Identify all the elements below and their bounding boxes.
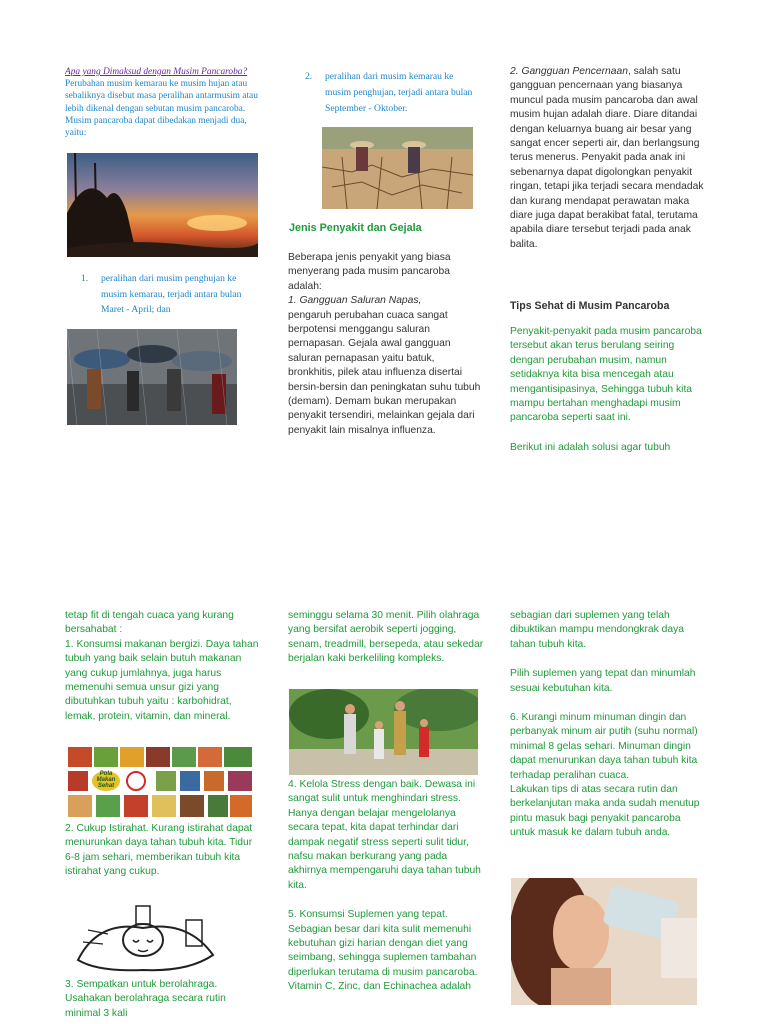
rest-text-block	[65, 822, 260, 880]
aerobic-text: seminggu selama 30 menit. Pilih olahraga yang bersifat aerobik seperti jogging, senam, treadmill, bersepeda, atau sekedar berjalan kaki berkeliling kompleks.	[288, 610, 484, 665]
bottom-col1-text	[65, 609, 260, 724]
sleep-text: 6-8 jam sehari, memberikan tubuh kita istirahat yang cukup.	[65, 851, 241, 878]
bottom-col2-top	[288, 609, 484, 667]
woman-drinking-photo	[511, 878, 697, 1005]
intro-block	[65, 66, 260, 139]
list-text-1: peralihan dari musim penghujan ke musim kemarau, terjadi antara bulan Maret - April; dan	[101, 273, 242, 315]
cold-drink-text: 6. Kurangi minum minuman dingin dan perbanyak minum air putih (suhu normal) minimal 8 gelas sehari. Minuman dingin dapat menurunkan daya tahan tubuh kita terhadap peralihan cuaca.	[510, 712, 698, 781]
healthy-food-collage	[66, 745, 254, 819]
bottom-col3-text	[510, 609, 706, 841]
disease-2-text: , salah satu gangguan pencernaan yang biasanya muncul pada musim pancaroba dan awal musim hujan adalah diare. Diare ditandai dengan keluarnya buang air besar yang sangat encer seperti air, dan berlangsung terus menerus. Penyakit pada anak ini sebenarnya dapat digolongkan penyakit ringan, tetapi jika terjadi secara mendadak dan kurang mendapat perawatan maka diare juga dapat berakibat fatal, terutama apabila diare tersebut terjadi pada anak balita.	[510, 66, 704, 250]
exercise-text: 3. Sempatkan untuk berolahraga. Usahakan berolahraga secara rutin minimal 3 kali	[65, 979, 226, 1019]
diseases-heading: Jenis Penyakit dan Gejala	[289, 222, 422, 234]
tips-block	[510, 325, 706, 455]
list-number-1: 1.	[81, 273, 89, 284]
tips-heading: Tips Sehat di Musim Pancaroba	[510, 300, 670, 312]
food-collage-label: Pola Makan Sehat	[96, 771, 116, 789]
sleeping-cartoon	[68, 900, 223, 976]
diseases-intro-text: Beberapa jenis penyakit yang biasa menyerang pada musim pancaroba adalah:	[288, 252, 451, 292]
disease-2-block	[510, 65, 706, 252]
diseases-intro	[288, 251, 484, 438]
sunset-photo	[67, 153, 258, 257]
disease-1-text: pengaruh perubahan cuaca sangat berpotensi menggangu saluran pernapasan. Gejala awal gangguan saluran pernapasan yaitu batuk, bronkhitis, pilek atau influenza disertai bersin-bersin dan peningkatan suhu tubuh (demam). Demam bukan merupakan penyakit tersendiri, melainkan gejala dari penyakit lain misalnya influenza.	[288, 309, 481, 436]
family-jogging-photo	[289, 689, 478, 775]
list-item-1	[81, 271, 259, 318]
supplement-text: 5. Konsumsi Suplemen yang tepat. Sebagian besar dari kita sulit memenuhi kebutuhan gizi harian dengan diet yang seimbang, sehingga suplemen tambahan diperlukan terutama di musim pancaroba. Vitamin C, Zinc, dan Echinachea adalah	[288, 909, 478, 993]
tips-text: Penyakit-penyakit pada musim pancaroba tersebut akan terus berulang seiring dengan perubahan musim, namun setidaknya kita bisa mencegah atau mengantisipasinya, Sehingga tubuh kita mampu bertahan menghadapi musim pancaroba seperti saat ini.	[510, 326, 702, 424]
conclusion-text: Lakukan tips di atas secara rutin dan berkelanjutan maka anda sudah menutup pintu masuk bagi penyakit pancaroba untuk masuk ke dalam tubuh anda.	[510, 784, 700, 839]
exercise-text-block	[65, 978, 260, 1021]
list-text-2: peralihan dari musim kemarau ke musim penghujan, terjadi antara bulan September - Oktober.	[325, 71, 473, 114]
list-number-2: 2.	[305, 71, 313, 82]
fit-text: tetap fit di tengah cuaca yang kurang bersahabat :	[65, 610, 234, 636]
nutrition-text: 1. Konsumsi makanan bergizi. Daya tahan tubuh yang baik selain butuh makanan yang cukup jumlahnya, juga harus memenuhi semua unsur gizi yang dibutuhkan tubuh yaitu : karbohidrat, lemak, protein, vitamin, dan mineral.	[65, 638, 259, 722]
dry-field-photo	[322, 127, 473, 209]
disease-1-title: 1. Gangguan Saluran Napas,	[288, 295, 422, 307]
choose-supplement-text: Pilih suplemen yang tepat dan minumlah sesuai kebutuhan kita.	[510, 668, 696, 694]
stress-text: 4. Kelola Stress dengan baik. Dewasa ini sangat sulit untuk menghindari stress. Hanya dengan belajar mengelolanya secara tepat, kita dapat terhindar dari dampak negatif stress seperti sulit tidur, nafsu makan berkurang yang pada akhirnya mempengaruhi daya tahan tubuh kita.	[288, 779, 481, 891]
solution-text: Berikut ini adalah solusi agar tubuh	[510, 441, 671, 453]
intro-link[interactable]: Apa yang Dimaksud dengan Musim Pancaroba?	[65, 67, 248, 77]
disease-2-title: 2. Gangguan Pencernaan	[510, 66, 628, 77]
list-item-2	[305, 69, 475, 117]
bottom-col2-rest	[288, 778, 484, 995]
intro-text: Perubahan musim kemarau ke musim hujan atau sebaliknya disebut masa peralihan antarmusim atau lebih dikenal dengan sebutan musim pancaroba. Musim pancaroba dapat dibedakan menjadi dua, yaitu:	[65, 79, 258, 139]
supplement-proof-text: sebagian dari suplemen yang telah dibuktikan mampu mendongkrak daya tahan tubuh kita.	[510, 610, 685, 650]
rain-crowd-photo	[67, 329, 237, 425]
rest-text: 2. Cukup Istirahat. Kurang istirahat dapat menurunkan daya tahan tubuh kita. Tidur	[65, 823, 253, 849]
